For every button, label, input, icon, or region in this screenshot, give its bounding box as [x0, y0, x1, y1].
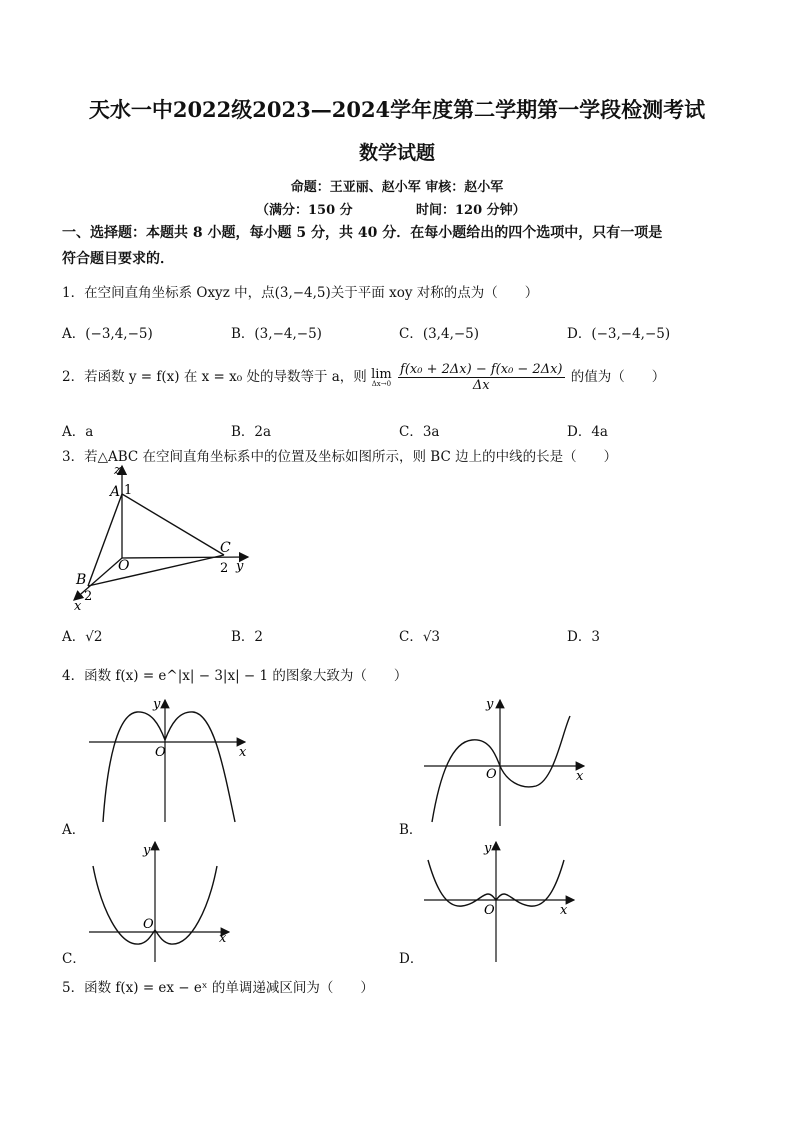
section-heading-line1: 一、选择题：本题共 8 小题，每小题 5 分，共 40 分．在每小题给出的四个选项中，只有一项是	[62, 225, 663, 241]
q1-option-d: D．(−3,−4,−5)	[567, 326, 671, 342]
q3-option-a: A．√2	[62, 629, 103, 645]
q3-option-d: D．3	[567, 629, 600, 645]
q4b-origin: O	[486, 767, 497, 782]
q4-option-a: A．	[62, 822, 86, 838]
q3-label-y-tick: 2	[220, 561, 229, 576]
q4d-x-label: x	[560, 903, 568, 918]
q4-graph-a	[85, 694, 255, 824]
q4b-x-label: x	[576, 769, 584, 784]
q3-label-b: B	[76, 572, 87, 588]
q4c-origin: O	[143, 917, 154, 932]
question-4-text: 4．函数 f(x) = e^|x| − 3|x| − 1 的图象大致为（ ）	[62, 668, 408, 684]
q2-limit-sub: Δx→0	[371, 379, 392, 388]
section-heading-line2: 符合题目要求的．	[62, 251, 174, 267]
q3-label-1: 1	[124, 483, 133, 498]
q1-option-a: A．(−3,4,−5)	[62, 326, 153, 342]
q2-option-c: C．3a	[399, 424, 440, 440]
q3-label-x-tick: 2	[84, 589, 93, 604]
q4d-origin: O	[484, 903, 495, 918]
exam-authors: 命题：王亚丽、赵小军 审核：赵小军	[290, 180, 504, 195]
q2-option-b: B．2a	[231, 424, 272, 440]
q3-y-axis	[122, 557, 248, 558]
q2-suffix: 的值为（ ）	[570, 369, 666, 385]
q4a-x-label: x	[239, 745, 247, 760]
question-5-text: 5．函数 f(x) = ex − eˣ 的单调递减区间为（ ）	[62, 980, 374, 996]
q2-denominator: Δx	[472, 378, 490, 393]
q3-label-y: y	[236, 559, 244, 574]
q4b-y-label: y	[486, 697, 494, 712]
q4c-y-label: y	[143, 843, 151, 858]
q2-numerator: f(x₀ + 2Δx) − f(x₀ − 2Δx)	[400, 362, 563, 377]
q2-prefix: 2．若函数 y = f(x) 在 x = x₀ 处的导数等于 a，则	[62, 369, 367, 385]
q4-option-d: D．	[399, 951, 424, 967]
q4-option-b: B．	[399, 822, 423, 838]
q1-option-c: C．(3,4,−5)	[399, 326, 480, 342]
q3-label-a: A	[110, 484, 121, 500]
q3-triangle-figure	[60, 462, 260, 614]
question-1-text: 1．在空间直角坐标系 Oxyz 中，点(3,−4,5)关于平面 xoy 对称的点为（ ）	[62, 285, 539, 301]
q3-option-c: C．√3	[399, 629, 441, 645]
q4a-origin: O	[155, 745, 166, 760]
q2-limit	[371, 368, 392, 388]
q2-fraction	[398, 362, 564, 393]
question-3-text: 3．若△ABC 在空间直角坐标系中的位置及坐标如图所示，则 BC 边上的中线的长是（ ）	[62, 449, 618, 465]
q3-edge-ac	[122, 494, 224, 555]
q4-graph-d	[420, 838, 580, 963]
q4a-y-label: y	[153, 697, 161, 712]
q3-label-o: O	[118, 558, 130, 574]
q3-option-b: B．2	[231, 629, 264, 645]
exam-time: 时间：120 分钟）	[416, 203, 526, 218]
q1-option-b: B．(3,−4,−5)	[231, 326, 322, 342]
exam-subtitle: 数学试题	[358, 142, 435, 164]
question-2-text	[62, 362, 665, 393]
q4d-y-label: y	[484, 841, 492, 856]
q2-option-d: D．4a	[567, 424, 608, 440]
q3-label-z: z	[114, 463, 121, 478]
exam-title: 天水一中2022级2023—2024学年度第二学期第一学段检测考试	[88, 97, 706, 122]
q4-option-c: C．	[62, 951, 86, 967]
q3-label-c: C	[220, 540, 231, 556]
q4-graph-b	[420, 694, 590, 829]
q2-option-a: A．a	[62, 424, 94, 440]
q4-graph-c	[85, 838, 235, 963]
exam-score: （满分：150 分	[256, 203, 353, 218]
q3-label-x: x	[74, 599, 82, 614]
q4c-x-label: x	[219, 931, 227, 946]
q2-limit-label: lim	[371, 366, 392, 382]
